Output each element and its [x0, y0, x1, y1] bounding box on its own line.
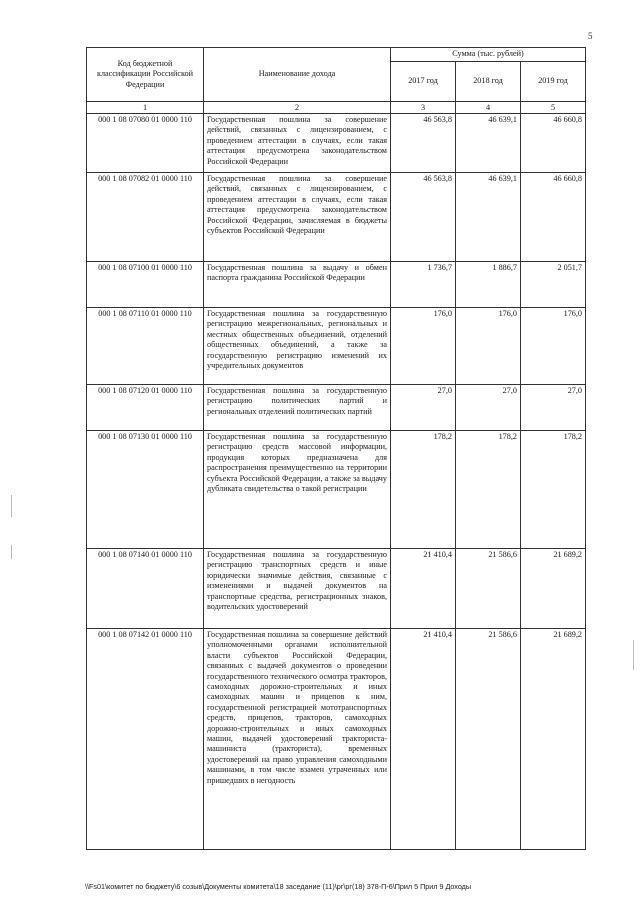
budget-code-cell: 000 1 08 07130 01 0000 110 [87, 431, 204, 549]
header-year-2019: 2019 год [521, 61, 586, 101]
budget-code-cell: 000 1 08 07110 01 0000 110 [87, 308, 204, 385]
header-sum-group: Сумма (тыс. рублей) [391, 48, 586, 62]
budget-code-cell: 000 1 08 07140 01 0000 110 [87, 549, 204, 629]
revenue-name-cell: Государственная пошлина за государственную регистрацию транспортных средств и иные юридически значимые действия, связанные с изменениями и выдачей документов на транспортные средства, регистрационных знаков, водительских удостоверений [204, 549, 391, 629]
table-row [87, 173, 586, 262]
header-name: Наименование дохода [204, 48, 391, 102]
amount-2018-cell: 46 639,1 [456, 173, 521, 262]
amount-2018-cell: 21 586,6 [456, 629, 521, 850]
amount-2017-cell: 27,0 [391, 385, 456, 431]
amount-2017-cell: 178,2 [391, 431, 456, 549]
header-code: Код бюджетной классификации Российской Федерации [87, 48, 204, 102]
table-row [87, 629, 586, 850]
scan-mark [11, 545, 12, 559]
revenue-name-cell: Государственная пошлина за совершение действий, связанных с лицензированием, с проведением аттестации в случаях, если такая аттестация предусмотрена законодательством Российской Федерации, зачисляемая в бюджеты субъектов Российской Федерации [204, 173, 391, 262]
column-number: 2 [204, 102, 391, 114]
header-year-2017: 2017 год [391, 61, 456, 101]
table-row [87, 385, 586, 431]
budget-code-cell: 000 1 08 07080 01 0000 110 [87, 114, 204, 173]
revenue-name-cell: Государственная пошлина за совершение действий, связанных с лицензированием, с проведением аттестации в случаях, если такая аттестация предусмотрена законодательством Российской Федерации [204, 114, 391, 173]
revenue-name-cell: Государственная пошлина за государственную регистрацию средств массовой информации, продукция которых предназначена для распространения преимущественно на территории субъекта Российской Федерации, а также за выдачу дубликата свидетельства о такой регистрации [204, 431, 391, 549]
scan-mark [633, 640, 634, 670]
revenue-name-cell: Государственная пошлина за государственную регистрацию политических партий и региональных отделений политических партий [204, 385, 391, 431]
amount-2018-cell: 178,2 [456, 431, 521, 549]
amount-2019-cell: 46 660,8 [521, 114, 586, 173]
revenue-name-cell: Государственная пошлина за выдачу и обмен паспорта гражданина Российской Федерации [204, 262, 391, 308]
column-number: 1 [87, 102, 204, 114]
amount-2018-cell: 1 886,7 [456, 262, 521, 308]
amount-2019-cell: 27,0 [521, 385, 586, 431]
budget-code-cell: 000 1 08 07082 01 0000 110 [87, 173, 204, 262]
amount-2017-cell: 1 736,7 [391, 262, 456, 308]
amount-2019-cell: 21 689,2 [521, 549, 586, 629]
amount-2018-cell: 176,0 [456, 308, 521, 385]
header-year-2018: 2018 год [456, 61, 521, 101]
amount-2017-cell: 46 563,8 [391, 114, 456, 173]
amount-2018-cell: 27,0 [456, 385, 521, 431]
amount-2017-cell: 21 410,4 [391, 549, 456, 629]
revenue-name-cell: Государственная пошлина за государственную регистрацию межрегиональных, региональных и местных общественных объединений, отделений общественных объединений, а также за государственную регистрацию изменений их учредительных документов [204, 308, 391, 385]
amount-2017-cell: 46 563,8 [391, 173, 456, 262]
amount-2019-cell: 176,0 [521, 308, 586, 385]
scan-mark [11, 495, 12, 517]
amount-2019-cell: 46 660,8 [521, 173, 586, 262]
file-path-footer: \\Fs01\комитет по бюджету\6 созыв\Документы комитета\18 заседание (11)\рг\рг(18) 378-П-6\Прил 5 Прил 9 Доходы [85, 882, 472, 891]
amount-2017-cell: 176,0 [391, 308, 456, 385]
amount-2019-cell: 2 051,7 [521, 262, 586, 308]
revenue-name-cell: Государственная пошлина за совершение действий уполномоченными органами исполнительной власти субъектов Российской Федерации, связанных с выдачей документов о проведении государственного технического осмотра тракторов, самоходных дорожно-строительных и иных самоходных машин и прицепов к ним, государственной регистрацией мототранспортных средств, прицепов, тракторов, самоходных дорожно-строительных и иных самоходных машин, выдачей удостоверений тракториста-машиниста (тракториста), временных удостоверений на право управления самоходными машинами, в том числе взамен утраченных или пришедших в негодность [204, 629, 391, 850]
column-number: 5 [521, 102, 586, 114]
amount-2018-cell: 46 639,1 [456, 114, 521, 173]
table-row [87, 308, 586, 385]
table-row [87, 431, 586, 549]
budget-code-cell: 000 1 08 07120 01 0000 110 [87, 385, 204, 431]
page-number: 5 [588, 31, 593, 41]
table-row [87, 549, 586, 629]
column-number: 3 [391, 102, 456, 114]
column-number: 4 [456, 102, 521, 114]
table-row [87, 114, 586, 173]
table-row [87, 262, 586, 308]
column-number-row [87, 102, 586, 114]
amount-2019-cell: 21 689,2 [521, 629, 586, 850]
budget-code-cell: 000 1 08 07142 01 0000 110 [87, 629, 204, 850]
budget-code-cell: 000 1 08 07100 01 0000 110 [87, 262, 204, 308]
amount-2018-cell: 21 586,6 [456, 549, 521, 629]
revenue-table [86, 47, 586, 850]
amount-2019-cell: 178,2 [521, 431, 586, 549]
amount-2017-cell: 21 410,4 [391, 629, 456, 850]
